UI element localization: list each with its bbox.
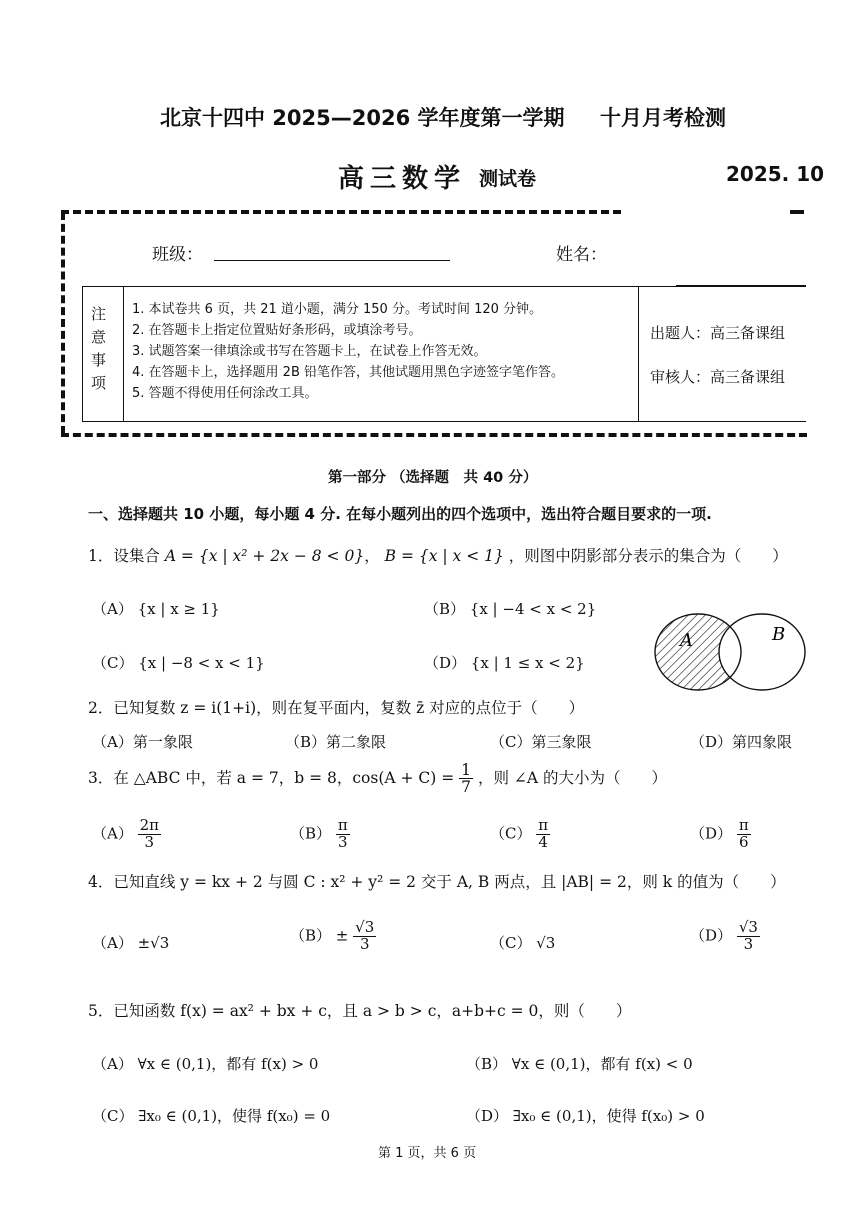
exam-school-title: 北京十四中 2025—2026 学年度第一学期: [160, 106, 565, 130]
frame-bottom-dash: [61, 433, 807, 437]
notice-title: [91, 303, 111, 395]
q5-option-d[interactable]: （D） ∃x₀ ∈ (0,1)，使得 f(x₀) > 0: [466, 1107, 705, 1125]
notice-item: 3. 试题答案一律填涂或书写在答题卡上，在试卷上作答无效。: [132, 344, 487, 359]
notice-list: [132, 299, 564, 404]
q5-option-b[interactable]: （B） ∀x ∈ (0,1)，都有 f(x) < 0: [466, 1055, 693, 1073]
q1-option-a[interactable]: （A） {x | x ≥ 1}: [92, 600, 220, 618]
question-2-stem: 2．已知复数 z = i(1+i)，则在复平面内，复数 z̄ 对应的点位于（ ）: [88, 699, 585, 717]
q4-option-b[interactable]: （B） ± $\frac{√3}{3}$: [290, 918, 375, 953]
q3-option-a[interactable]: （A） $\frac{2\pi}{3}$: [92, 816, 160, 851]
exam-date: 2025. 10: [726, 162, 825, 186]
q4-option-d[interactable]: （D） $\frac{√3}{3}$: [690, 918, 758, 953]
q1-option-c[interactable]: （C） {x | −8 < x < 1}: [92, 654, 265, 672]
class-field[interactable]: [214, 260, 450, 261]
reviewer-text: 审核人：高三备课组: [650, 368, 786, 386]
q4-option-c[interactable]: （C） √3: [490, 934, 556, 952]
q3-prefix: 3．在 △ABC 中，若 a = 7，b = 8，cos(A + C) =: [88, 768, 455, 787]
notice-title-char: 项: [91, 374, 107, 392]
q1-prefix: 1．设集合: [88, 547, 160, 565]
q1-set-b: B = {x | x < 1}: [384, 547, 504, 565]
q1-set-a: A = {x | x² + 2x − 8 < 0}: [164, 547, 365, 565]
venn-label-a: A: [680, 630, 693, 651]
venn-diagram: [650, 602, 812, 698]
q2-option-c[interactable]: （C）第三象限: [490, 733, 592, 751]
q1-suffix: ，则图中阴影部分表示的集合为（ ）: [508, 547, 788, 565]
setter-text: 出题人：高三备课组: [650, 324, 786, 342]
frame-top-dash: [61, 210, 621, 214]
notice-item: 5. 答题不得使用任何涂改工具。: [132, 386, 318, 401]
q1-option-d[interactable]: （D） {x | 1 ≤ x < 2}: [424, 654, 585, 672]
notice-bottom-border: [82, 421, 806, 422]
question-4-stem: 4．已知直线 y = kx + 2 与圆 C : x² + y² = 2 交于 A, B 两点，且 |AB| = 2，则 k 的值为（ ）: [88, 873, 786, 891]
q3-fraction: $\frac{1}{7}$: [461, 761, 472, 797]
subject-title: 高三数学: [338, 164, 467, 194]
q2-option-b[interactable]: （B）第二象限: [285, 733, 387, 751]
notice-title-char: 意: [91, 328, 107, 346]
notice-top-border: [82, 286, 806, 287]
q4-option-a[interactable]: （A） ±√3: [92, 934, 170, 952]
notice-item: 4. 在答题卡上，选择题用 2B 铅笔作答，其他试题用黑色字迹签字笔作答。: [132, 365, 564, 380]
notice-col-divider: [123, 286, 124, 421]
q3-option-b[interactable]: （B） $\frac{\pi}{3}$: [290, 816, 348, 851]
notice-item: 2. 在答题卡上指定位置贴好条形码，或填涂考号。: [132, 323, 422, 338]
part-heading: 第一部分 （选择题 共 40 分）: [328, 470, 538, 486]
notice-title-char: 注: [91, 305, 107, 323]
exam-name: 十月月考检测: [600, 106, 726, 130]
class-label: 班级：: [152, 245, 203, 265]
notice-left-border: [82, 286, 83, 421]
notice-item: 1. 本试卷共 6 页，共 21 道小题，满分 150 分。考试时间 120 分钟。: [132, 302, 543, 317]
frame-top-dash-right: [790, 210, 804, 214]
q5-option-c[interactable]: （C） ∃x₀ ∈ (0,1)，使得 f(x₀) = 0: [92, 1107, 331, 1125]
notice-right-divider: [638, 286, 639, 421]
q3-option-d[interactable]: （D） $\frac{\pi}{6}$: [690, 816, 749, 851]
q1-option-b[interactable]: （B） {x | −4 < x < 2}: [424, 600, 597, 618]
q2-option-d[interactable]: （D）第四象限: [690, 733, 793, 751]
question-1-stem: 1．设集合 A = {x | x² + 2x − 8 < 0}， B = {x | x < 1} ，则图中阴影部分表示的集合为（ ）: [88, 547, 788, 565]
section-instruction: 一、选择题共 10 小题，每小题 4 分. 在每小题列出的四个选项中，选出符合题目要求的一项.: [88, 505, 712, 523]
q2-option-a[interactable]: （A）第一象限: [92, 733, 193, 751]
question-5-stem: 5．已知函数 f(x) = ax² + bx + c，且 a > b > c，a+b+c = 0，则（ ）: [88, 1002, 632, 1020]
venn-label-b: B: [772, 624, 786, 645]
paper-type: 测试卷: [479, 168, 537, 190]
q3-suffix: ，则 ∠A 的大小为（ ）: [477, 768, 668, 787]
notice-title-char: 事: [91, 351, 107, 369]
question-3-stem: [88, 762, 667, 796]
q3-option-c[interactable]: （C） $\frac{\pi}{4}$: [490, 816, 549, 851]
name-label: 姓名：: [556, 245, 607, 265]
page-footer: 第 1 页，共 6 页: [378, 1146, 477, 1161]
frame-left-dash: [61, 212, 65, 434]
q5-option-a[interactable]: （A） ∀x ∈ (0,1)，都有 f(x) > 0: [92, 1055, 319, 1073]
